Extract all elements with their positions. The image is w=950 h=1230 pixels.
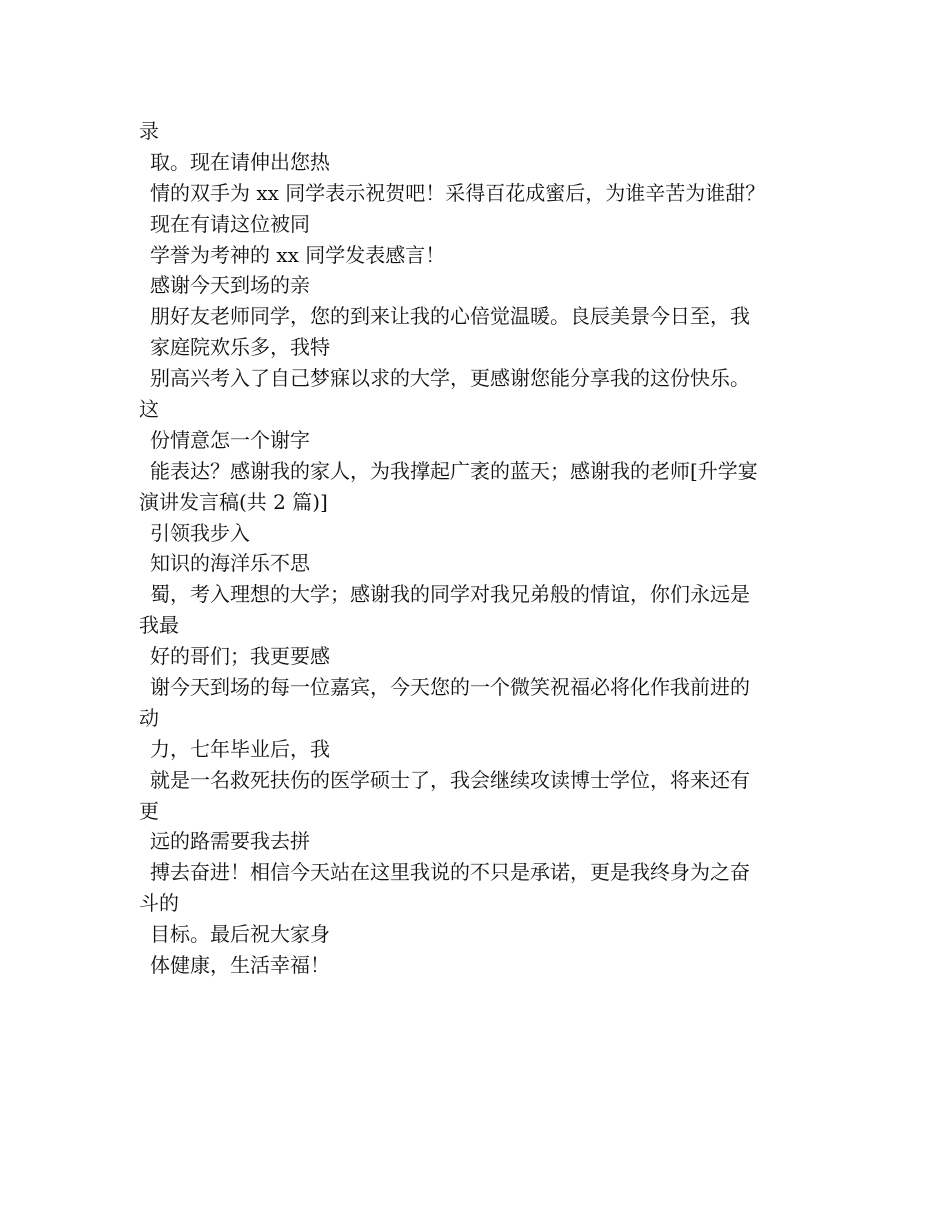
text-line: 能表达？感谢我的家人，为我撑起广袤的蓝天；感谢我的老师[升学宴 [150,458,758,483]
text-line: 我最 [139,613,179,638]
text-line: 朋好友老师同学，您的到来让我的心倍觉温暖。良辰美景今日至，我 [150,304,750,329]
text-line: 搏去奋进！相信今天站在这里我说的不只是承诺，更是我终身为之奋 [150,860,750,885]
text-line: 演讲发言稿(共 2 篇)] [139,489,328,514]
text-line: 力，七年毕业后，我 [150,736,330,761]
text-line: 动 [139,705,159,730]
text-line: 知识的海洋乐不思 [150,551,310,576]
text-line: 取。现在请伸出您热 [150,149,330,174]
text-line: 引领我步入 [150,520,250,545]
text-line: 目标。最后祝大家身 [150,922,330,947]
text-line: 谢今天到场的每一位嘉宾，今天您的一个微笑祝福必将化作我前进的 [150,675,750,700]
text-line: 别高兴考入了自己梦寐以求的大学，更感谢您能分享我的这份快乐。 [150,366,750,391]
text-line: 现在有请这位被同 [150,211,310,236]
text-line: 蜀，考入理想的大学；感谢我的同学对我兄弟般的情谊，你们永远是 [150,582,750,607]
text-line: 就是一名救死扶伤的医学硕士了，我会继续攻读博士学位，将来还有 [150,767,750,792]
text-line: 感谢今天到场的亲 [150,273,310,298]
text-line: 份情意怎一个谢字 [150,427,310,452]
text-line: 体健康，生活幸福！ [150,953,330,978]
text-line: 更 [139,798,159,823]
text-line: 这 [139,397,159,422]
text-line: 远的路需要我去拼 [150,829,310,854]
text-line: 情的双手为 xx 同学表示祝贺吧！采得百花成蜜后，为谁辛苦为谁甜？ [150,180,766,205]
text-line: 家庭院欢乐多，我特 [150,335,330,360]
text-line: 斗的 [139,891,179,916]
document-body [139,116,829,981]
text-line: 好的哥们；我更要感 [150,644,330,669]
text-line: 录 [139,119,159,143]
text-line: 学誉为考神的 xx 同学发表感言！ [150,242,446,267]
